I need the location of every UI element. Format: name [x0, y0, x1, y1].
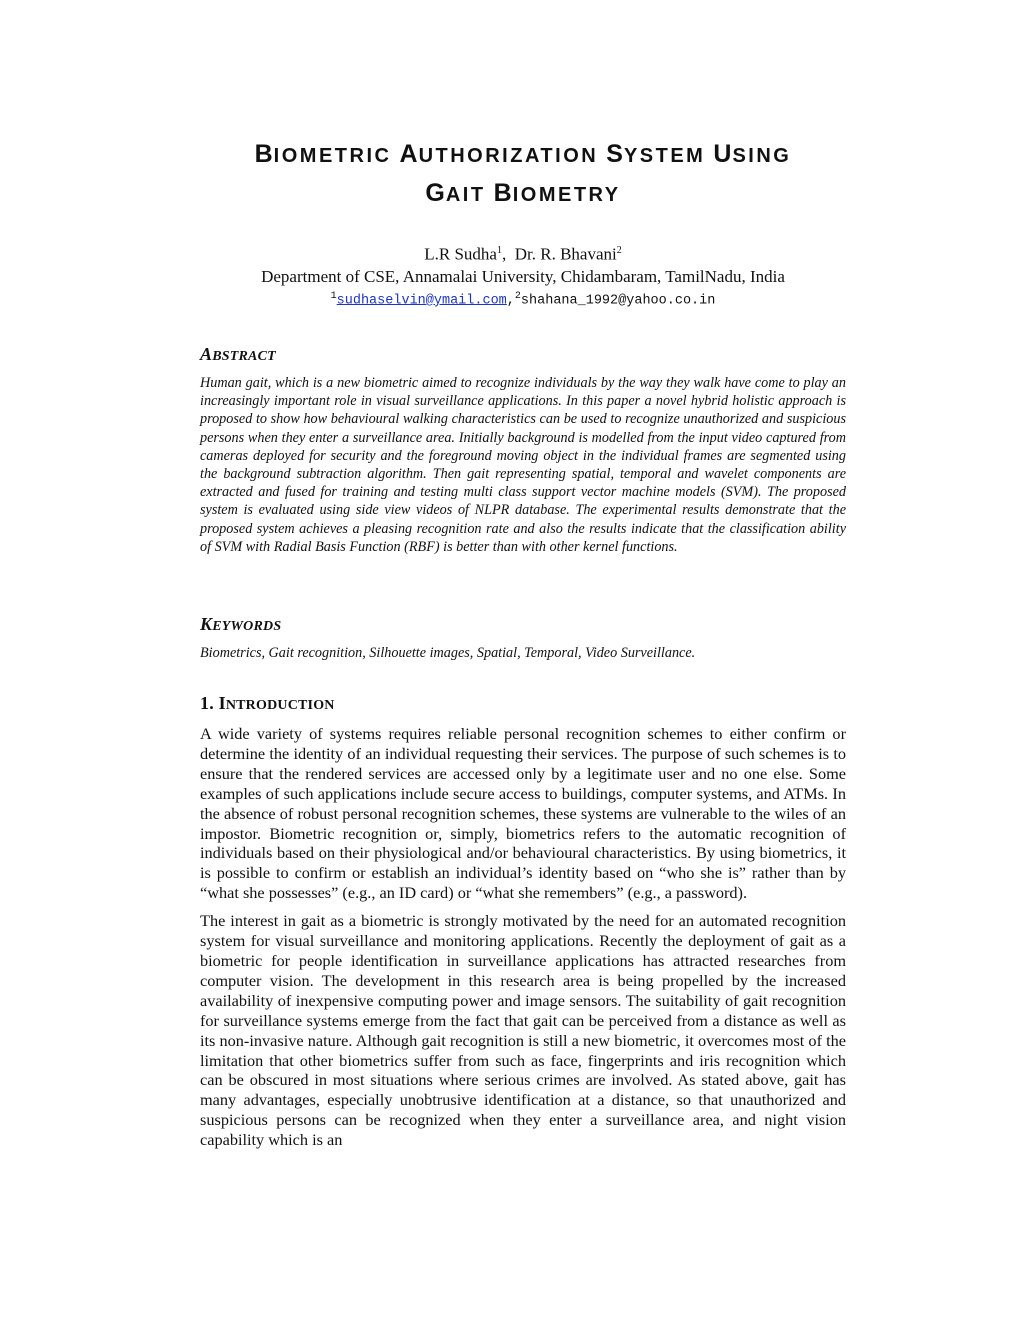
- heading-initial: I: [218, 693, 226, 713]
- title-initial: B: [493, 179, 513, 207]
- keywords-heading: [200, 614, 281, 635]
- introduction-heading: [200, 693, 335, 714]
- heading-rest: NTRODUCTION: [225, 698, 335, 713]
- author-superscript: 2: [616, 245, 622, 256]
- paper-title: [200, 136, 846, 214]
- affiliation: Department of CSE, Annamalai University, Chidambaram, TamilNadu, India: [261, 266, 785, 286]
- title-initial: U: [713, 140, 733, 168]
- title-word: UTHORIZATION: [418, 145, 599, 167]
- title-line-1: [200, 136, 846, 175]
- abstract-text: Human gait, which is a new biometric aimed to recognize individuals by the way they walk have come to play an increasingly important role in visual surveillance applications. In this paper a novel hybrid holistic approach is proposed to show how behavioural walking characteristics can be used to recognize unauthorized and suspicious persons when they enter a surveillance area. Initially background is modelled from the input video captured from cameras deployed for security and the foreground moving object in the individual frames are segmented using the background subtraction algorithm. Then gait representing spatial, temporal and wavelet components are extracted and fused for training and testing multi class support vector machine models (SVM). The proposed system is evaluated using side view videos of NLPR database. The experimental results demonstrate that the proposed system achieves a pleasing recognition rate and also the results indicate that the classification ability of SVM with Radial Basis Function (RBF) is better than with other kernel functions.: [200, 375, 846, 555]
- author-emails: [200, 288, 846, 311]
- heading-rest: EYWORDS: [212, 619, 282, 634]
- title-initial: B: [254, 140, 274, 168]
- email-link[interactable]: sudhaselvin@ymail.com: [336, 293, 507, 309]
- title-line-2: [200, 175, 846, 214]
- email-superscript: 1: [330, 290, 337, 302]
- email-superscript: 2: [514, 290, 521, 302]
- keywords-text: Biometrics, Gait recognition, Silhouette images, Spatial, Temporal, Video Surveillance.: [200, 645, 696, 661]
- heading-initial: K: [200, 614, 213, 634]
- section-number: 1.: [200, 693, 219, 713]
- heading-rest: BSTRACT: [212, 349, 276, 364]
- title-word: AIT: [445, 184, 486, 206]
- author-names: [200, 240, 846, 266]
- author-separator: ,: [501, 244, 515, 264]
- email-separator: ,: [506, 293, 515, 309]
- author-superscript: 1: [496, 245, 502, 256]
- title-word: YSTEM: [623, 145, 706, 167]
- title-word: IOMETRIC: [273, 145, 392, 167]
- heading-initial: A: [200, 344, 213, 364]
- title-word: SING: [732, 145, 792, 167]
- title-initial: A: [399, 140, 419, 168]
- paragraph: A wide variety of systems requires reliable personal recognition schemes to either confirm or determine the identity of an individual requesting their services. The purpose of such schemes is to ensure that the rendered services are accessed only by a legitimate user and no one else. Some examples of such applications include secure access to buildings, computer systems, and ATMs. In the absence of robust personal recognition schemes, these systems are vulnerable to the wiles of an impostor. Biometric recognition or, simply, biometrics refers to the automatic recognition of individuals based on their physiological and/or behavioural characteristics. By using biometrics, it is possible to confirm or establish an individual’s identity based on “who she is” rather than by “what she possesses” (e.g., an ID card) or “what she remembers” (e.g., a password).: [200, 724, 846, 903]
- paragraph: The interest in gait as a biometric is strongly motivated by the need for an automated recognition system for visual surveillance and monitoring applications. Recently the deployment of gait as a biometric for people identification in surveillance applications has attracted researches from computer vision. The development in this research area is being propelled by the increased availability of inexpensive computing power and image sensors. The suitability of gait recognition for surveillance systems emerge from the fact that gait can be perceived from a distance as well as its non-invasive nature. Although gait recognition is still a new biometric, it overcomes most of the limitation that other biometrics suffer from such as face, fingerprints and iris recognition which can be obscured in most situations where serious crimes are involved. As stated above, gait has many advantages, especially unobtrusive identification at a distance, so that unauthorized and suspicious persons can be recognized when they enter a surveillance area, and night vision capability which is an: [200, 911, 846, 1150]
- author-name: Dr. R. Bhavani: [514, 244, 617, 264]
- email-text: shahana_1992@yahoo.co.in: [520, 293, 716, 309]
- author-name: L.R Sudha: [424, 244, 497, 264]
- title-word: IOMETRY: [512, 184, 621, 206]
- author-block: [200, 240, 846, 310]
- abstract-heading: [200, 344, 276, 365]
- introduction-body: [200, 724, 846, 1158]
- title-initial: G: [425, 179, 446, 207]
- title-initial: S: [606, 140, 624, 168]
